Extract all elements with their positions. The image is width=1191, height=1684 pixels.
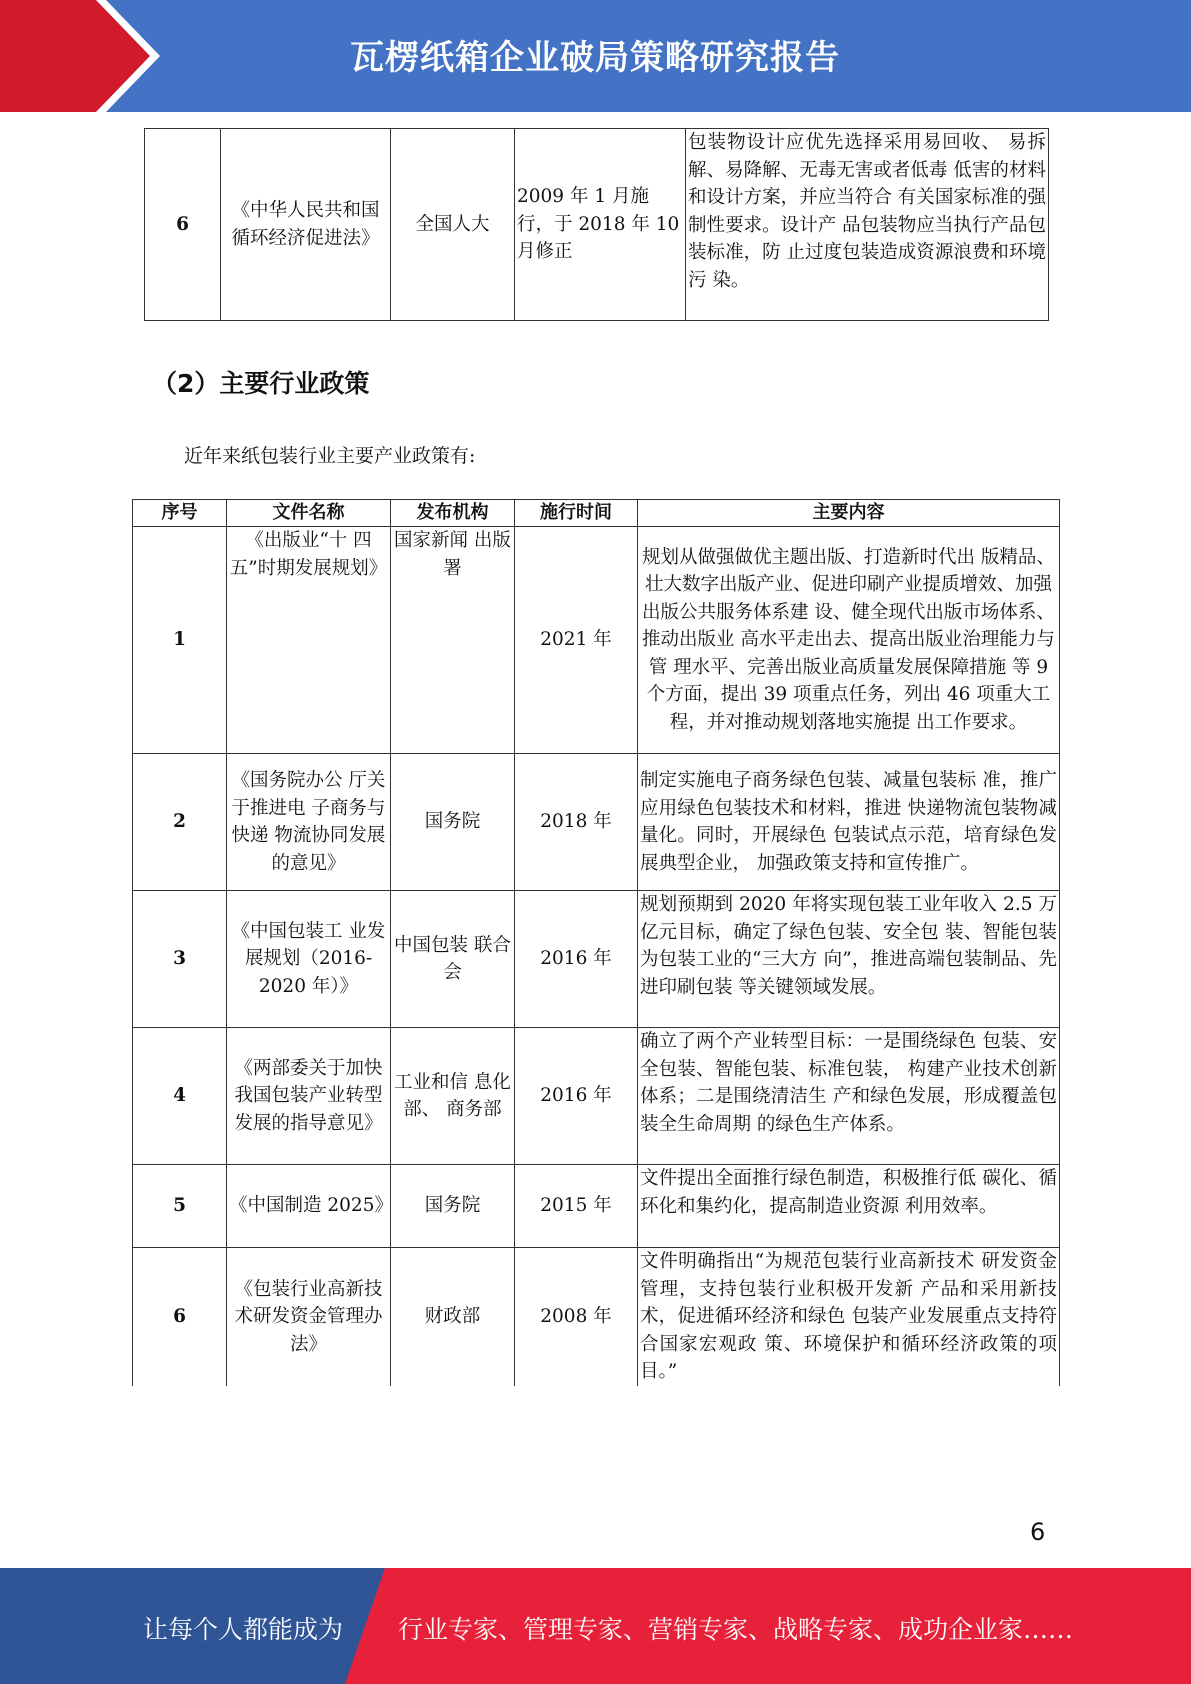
- table-header-row: [133, 500, 1060, 527]
- main-content: 文件提出全面推行绿色制造，积极推行低 碳化、循环化和集约化，提高制造业资源 利用效率。: [638, 1165, 1060, 1248]
- effective-date: 2015 年: [515, 1165, 638, 1248]
- effective-date: 2016 年: [515, 891, 638, 1028]
- row-number: 6: [133, 1248, 227, 1386]
- issuing-body: 中国包装 联合会: [391, 891, 515, 1028]
- effective-date: 2009 年 1 月施行，于 2018 年 10 月修正: [515, 129, 686, 321]
- main-content: 包装物设计应优先选择采用易回收、 易拆解、易降解、无毒无害或者低毒 低害的材料和设计方案，并应当符合 有关国家标准的强制性要求。设计产 品包装物应当执行产品包装标准，防 止过度包装造成资源浪费和环境污 染。: [686, 129, 1049, 321]
- document-name: 《两部委关于加快我国包装产业转型发展的指导意见》: [227, 1028, 391, 1165]
- document-name: 《中国包装工 业发展规划（2016-2020 年）》: [227, 891, 391, 1028]
- issuing-body: 国家新闻 出版署: [391, 527, 515, 754]
- page-header: [0, 0, 1191, 112]
- header-red-chevron: [0, 0, 150, 112]
- document-name: 《包装行业高新技术研发资金管理办法》: [227, 1248, 391, 1386]
- table-row: [133, 754, 1060, 891]
- document-name: 《国务院办公 厅关于推进电 子商务与快递 物流协同发展 的意见》: [227, 754, 391, 891]
- header-date: 施行时间: [515, 500, 638, 527]
- footer-slogan-left: 让每个人都能成为: [143, 1615, 344, 1644]
- law-table-continued: [144, 128, 1049, 321]
- document-name: 《中国制造 2025》: [227, 1165, 391, 1248]
- row-number: 4: [133, 1028, 227, 1165]
- effective-date: 2008 年: [515, 1248, 638, 1386]
- footer-slogan-right: 行业专家、管理专家、营销专家、战略专家、成功企业家……: [398, 1615, 1074, 1644]
- main-content: 文件明确指出“为规范包装行业高新技术 研发资金管理，支持包装行业积极开发新 产品和采用新技术，促进循环经济和绿色 包装产业发展重点支持符合国家宏观政 策、环境保护和循环经济政策的项目。”: [638, 1248, 1060, 1386]
- table-row: [133, 1248, 1060, 1386]
- header-org: 发布机构: [391, 500, 515, 527]
- section-heading: （2）主要行业政策: [152, 369, 370, 398]
- header-no: 序号: [133, 500, 227, 527]
- main-content: 确立了两个产业转型目标：一是围绕绿色 包装、安全包装、智能包装、标准包装， 构建产业技术创新体系；二是围绕清洁生 产和绿色发展，形成覆盖包装全生命周期 的绿色生产体系。: [638, 1028, 1060, 1165]
- effective-date: 2016 年: [515, 1028, 638, 1165]
- effective-date: 2021 年: [515, 527, 638, 754]
- effective-date: 2018 年: [515, 754, 638, 891]
- table-row: [133, 891, 1060, 1028]
- header-name: 文件名称: [227, 500, 391, 527]
- header-content: 主要内容: [638, 500, 1060, 527]
- row-number: 2: [133, 754, 227, 891]
- main-content: 规划预期到 2020 年将实现包装工业年收入 2.5 万亿元目标，确定了绿色包装、安全包 装、智能包装为包装工业的“三大方 向”，推进高端包装制品、先进印刷包装 等关键领域发展。: [638, 891, 1060, 1028]
- page-footer: [0, 1568, 1191, 1684]
- table-row: [133, 527, 1060, 754]
- intro-paragraph: 近年来纸包装行业主要产业政策有:: [184, 445, 476, 467]
- issuing-body: 国务院: [391, 754, 515, 891]
- page-number: 6: [1030, 1518, 1046, 1546]
- document-name: 《中华人民共和国循环经济促进法》: [221, 129, 391, 321]
- report-title: 瓦楞纸箱企业破局策略研究报告: [350, 38, 840, 78]
- row-number: 6: [145, 129, 221, 321]
- main-content: 制定实施电子商务绿色包装、减量包装标 准，推广应用绿色包装技术和材料，推进 快递物流包装物减量化。同时，开展绿色 包装试点示范，培育绿色发展典型企业， 加强政策支持和宣传推广。: [638, 754, 1060, 891]
- table-row: [145, 129, 1049, 321]
- document-name: 《出版业“十 四五”时期发展规划》: [227, 527, 391, 754]
- table-row: [133, 1028, 1060, 1165]
- row-number: 1: [133, 527, 227, 754]
- row-number: 5: [133, 1165, 227, 1248]
- issuing-body: 工业和信 息化部、 商务部: [391, 1028, 515, 1165]
- policy-table: [132, 499, 1060, 1386]
- issuing-body: 全国人大: [391, 129, 515, 321]
- issuing-body: 国务院: [391, 1165, 515, 1248]
- issuing-body: 财政部: [391, 1248, 515, 1386]
- row-number: 3: [133, 891, 227, 1028]
- table-row: [133, 1165, 1060, 1248]
- main-content: 规划从做强做优主题出版、打造新时代出 版精品、壮大数字出版产业、促进印刷产业提质增效、加强出版公共服务体系建 设、健全现代出版市场体系、推动出版业 高水平走出去、提高出版业治理能力与管 理水平、完善出版业高质量发展保障措施 等 9 个方面，提出 39 项重点任务，列出 46 项重大工程，并对推动规划落地实施提 出工作要求。: [638, 527, 1060, 754]
